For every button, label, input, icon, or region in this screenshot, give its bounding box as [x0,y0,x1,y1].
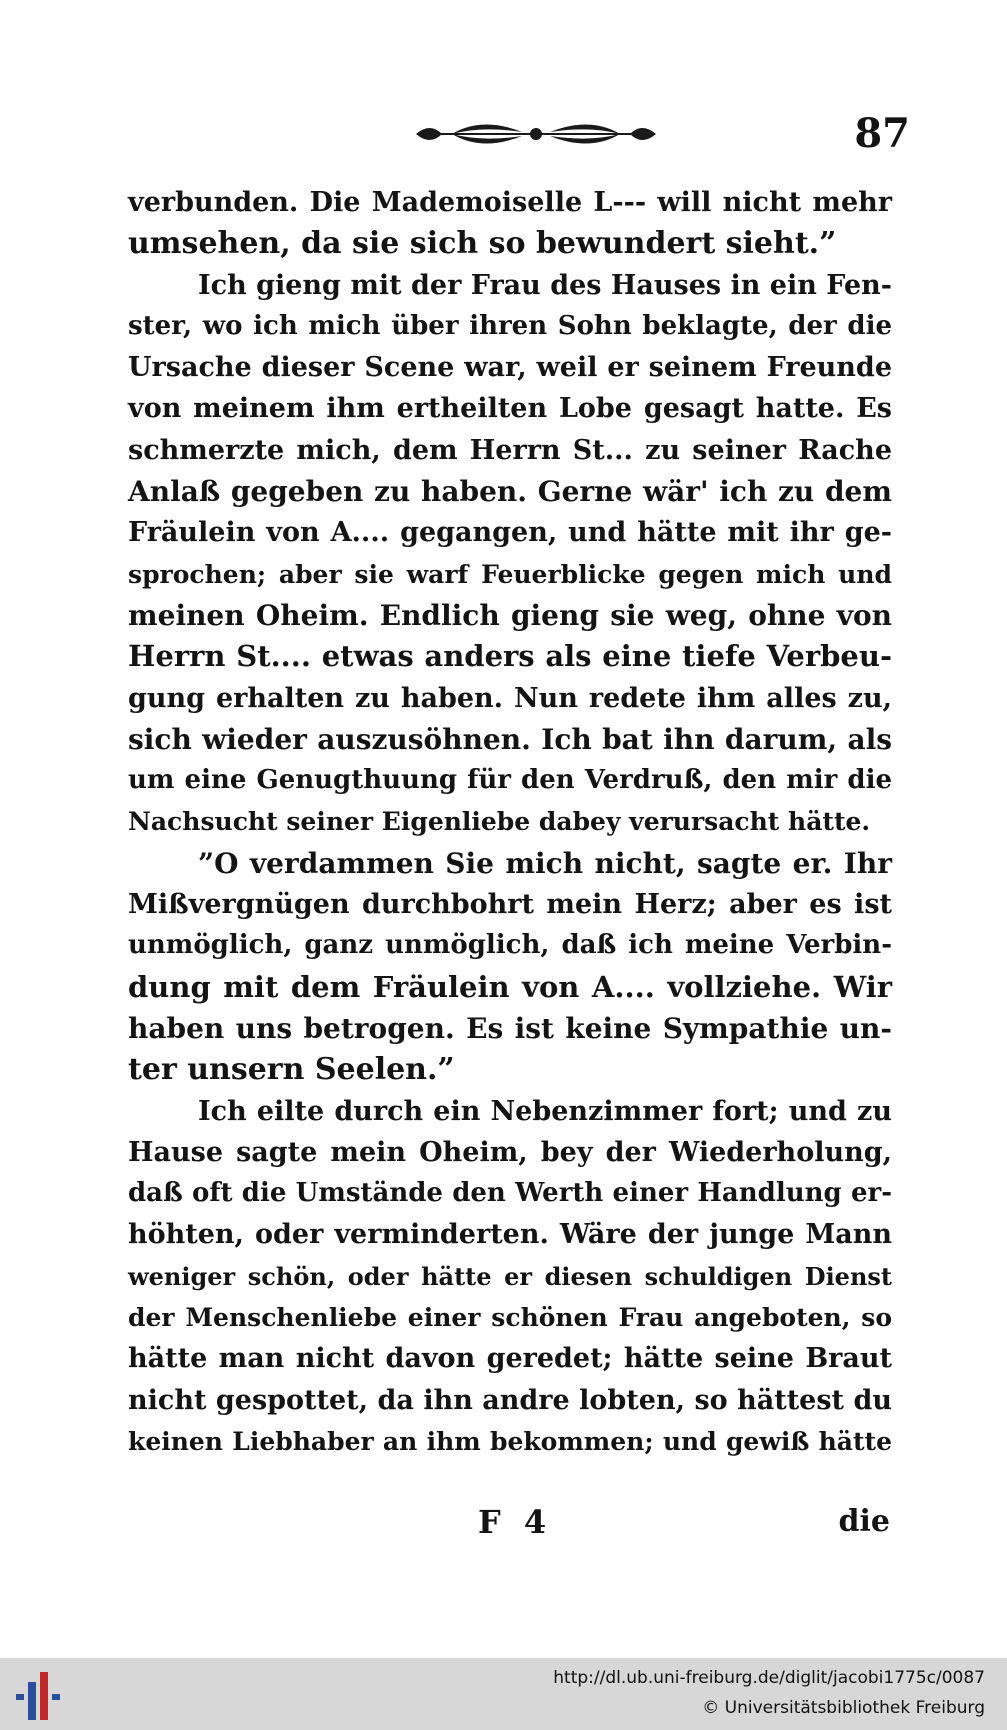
footer-bar [0,1658,1007,1730]
text-line: meinen Oheim. Endlich gieng sie weg, ohne von [128,598,892,632]
text-line: ster, wo ich mich über ihren Sohn beklagte, der die [128,310,892,341]
text-line: Mißvergnügen durchbohrt mein Herz; aber es ist [128,889,892,921]
text-line: daß oft die Umstände den Werth einer Handlung er- [128,1178,892,1209]
text-line: Fräulein von A.... gegangen, und hätte mit ihr ge- [128,517,892,549]
text-line: verbunden. Die Mademoiselle L--- will nicht mehr [128,187,892,218]
text-line: hätte man nicht davon geredet; hätte seine Braut [128,1343,892,1375]
text-line: um eine Genugthuung für den Verdruß, den mir die [128,765,892,796]
text-line: schmerzte mich, dem Herrn St... zu seiner Rache [128,434,892,466]
text-line: von meinem ihm ertheilten Lobe gesagt hatte. Es [128,393,892,425]
text-line: haben uns betrogen. Es ist keine Sympathie un- [128,1011,892,1045]
text-line: höhten, oder verminderten. Wäre der junge Mann [128,1219,892,1251]
text-line: keinen Liebhaber an ihm bekommen; und gewiß hätte [128,1426,892,1456]
text-line: ter unsern Seelen.” [128,1052,455,1088]
text-line: umsehen, da sie sich so bewundert sieht.” [128,226,837,262]
text-line: nicht gespottet, da ihn andre lobten, so hättest du [128,1384,892,1416]
text-line: gung erhalten zu haben. Nun redete ihm alles zu, [128,682,892,714]
body-text [128,182,892,1462]
text-line: dung mit dem Fräulein von A.... vollziehe. Wir [128,969,892,1004]
text-line: Ich eilte durch ein Nebenzimmer fort; und zu [198,1095,892,1127]
text-line: unmöglich, ganz unmöglich, daß ich meine Verbin- [128,930,892,961]
text-line: sich wieder auszusöhnen. Ich bat ihn darum, als [128,722,892,756]
catchword: die [838,1504,890,1539]
text-line: Anlaß gegeben zu haben. Gerne wär' ich zu dem [128,475,892,509]
page-number: 87 [854,110,910,157]
text-line: weniger schön, oder hätte er diesen schuldigen Dienst [128,1261,892,1291]
text-line: Ich gieng mit der Frau des Hauses in ein Fen- [198,269,892,301]
text-line: Ursache dieser Scene war, weil er seinem Freunde [128,352,892,384]
source-url-link[interactable]: http://dl.ub.uni-freiburg.de/diglit/jacobi1775c/0087 [553,1668,985,1688]
text-line: Herrn St.... etwas anders als eine tiefe Verbeu- [128,639,892,674]
decorative-ornament-icon [412,112,660,156]
text-line: der Menschenliebe einer schönen Frau angeboten, so [128,1303,892,1333]
text-line: Hause sagte mein Oheim, bey der Wiederholung, [128,1136,892,1168]
text-line: ”O verdammen Sie mich nicht, sagte er. Ihr [198,846,892,880]
library-logo-icon [14,1668,66,1724]
text-line: sprochen; aber sie warf Feuerblicke gegen mich und [128,559,892,589]
signature-mark: F 4 [478,1503,553,1541]
text-line: Nachsucht seiner Eigenliebe dabey verursacht hätte. [128,807,871,837]
copyright-text: © Universitätsbibliothek Freiburg [702,1698,985,1718]
